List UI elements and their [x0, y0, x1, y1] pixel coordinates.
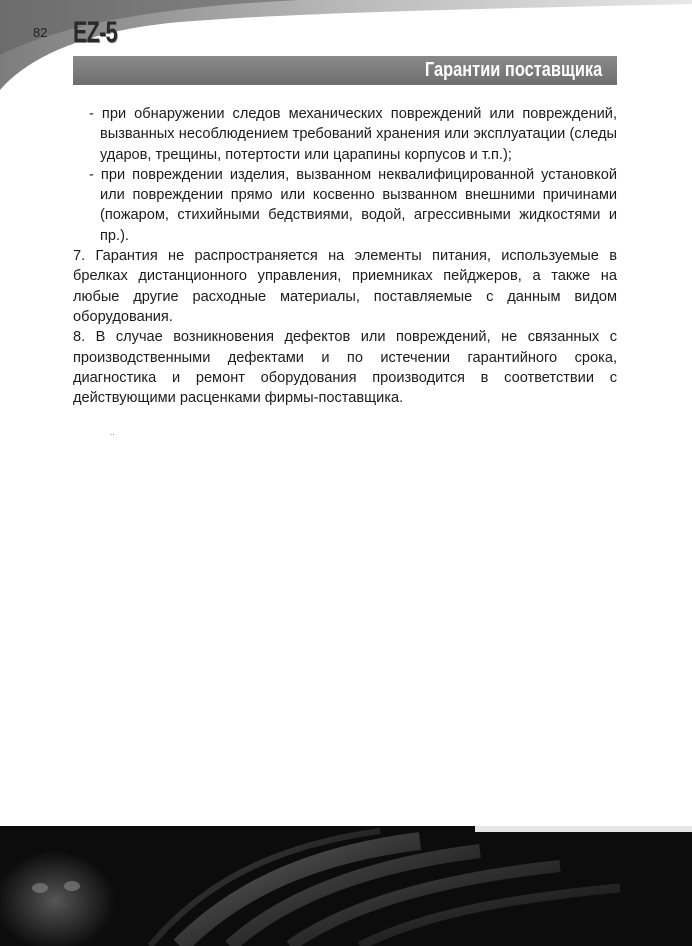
page-number: 82	[33, 25, 48, 40]
brand-logo: EZ-5	[73, 16, 117, 49]
list-item: - при обнаружении следов механических повреждений или повреждений, вызванных несоблюдением требований хранения или эксплуатации (следы ударов, трещины, потертости или царапины корпусов и т.п.);	[89, 106, 617, 163]
paragraph-7: 7. Гарантия не распространяется на элементы питания, используемые в брелках дистанционного управления, приемниках пейджеров, а также на любые другие расходные материалы, поставляемые с данным видом оборудования.	[73, 248, 617, 325]
document-body	[73, 104, 617, 408]
bottom-decorative-band	[0, 826, 692, 946]
section-title: Гарантии поставщика	[424, 59, 602, 81]
paragraph-8: 8. В случае возникновения дефектов или повреждений, не связанных с производственными дефектами и по истечении гарантийного срока, диагностика и ремонт оборудования производится в соответствии с действующими расценками фирмы-поставщика.	[73, 329, 617, 407]
section-title-bar	[73, 56, 617, 85]
stray-mark: ..	[110, 428, 115, 437]
list-item: - при повреждении изделия, вызванном неквалифицированной установкой или повреждении прямо или косвенно вызванном внешними причинами (пожаром, стихийными бедствиями, водой, агрессивными жидкостями и пр.).	[89, 166, 617, 244]
